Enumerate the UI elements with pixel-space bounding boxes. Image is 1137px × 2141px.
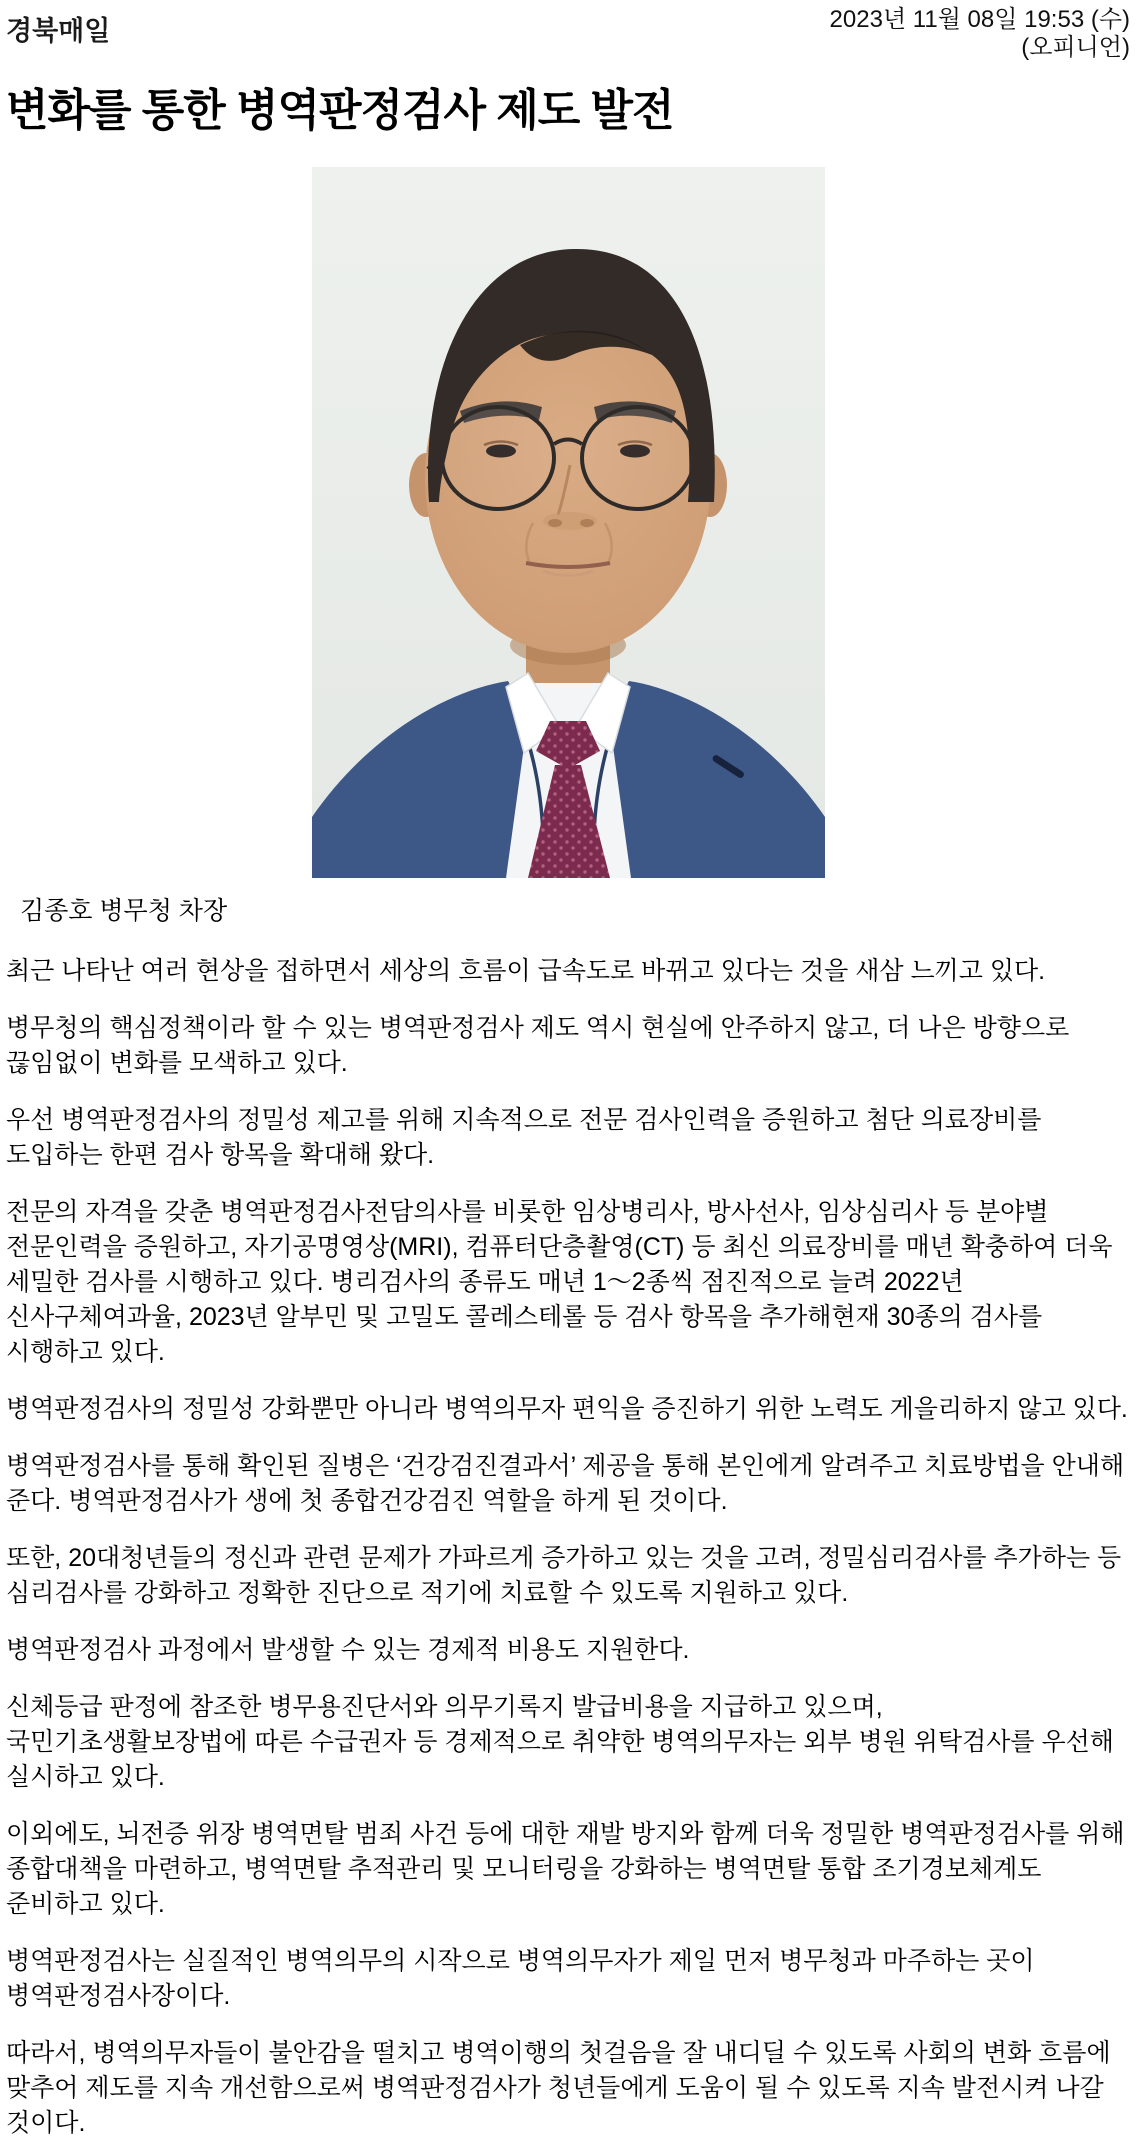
- article-paragraph: 최근 나타난 여러 현상을 접하면서 세상의 흐름이 급속도로 바뀌고 있다는 것을 새삼 느끼고 있다.: [6, 957, 1046, 985]
- article-paragraph: 병역판정검사 과정에서 발생할 수 있는 경제적 비용도 지원한다.: [6, 1636, 690, 1664]
- article-body: [6, 954, 1130, 2141]
- article-paragraph: 또한, 20대청년들의 정신과 관련 문제가 가파르게 증가하고 있는 것을 고려, 정밀심리검사를 추가하는 등 심리검사를 강화하고 정확한 진단으로 적기에 치료할 수 있도록 지원하고 있다.: [6, 1544, 1122, 1607]
- photo-caption: 김종호 병무청 차장: [20, 897, 228, 925]
- article-paragraph: 병역판정검사는 실질적인 병역의무의 시작으로 병역의무자가 제일 먼저 병무청과 마주하는 곳이 병역판정검사장이다.: [6, 1947, 1035, 2010]
- article-paragraph: 병무청의 핵심정책이라 할 수 있는 병역판정검사 제도 역시 현실에 안주하지 않고, 더 나은 방향으로 끊임없이 변화를 모색하고 있다.: [6, 1014, 1070, 1077]
- article-date: 2023년 11월 08일 19:53 (수): [829, 6, 1130, 33]
- article-paragraph: 병역판정검사를 통해 확인된 질병은 ‘건강검진결과서’ 제공을 통해 본인에게 알려주고 치료방법을 안내해 준다. 병역판정검사가 생에 첫 종합건강검진 역할을 하게 된 것이다.: [6, 1452, 1125, 1515]
- article-title: 변화를 통한 병역판정검사 제도 발전: [6, 86, 674, 135]
- article-paragraph: 이외에도, 뇌전증 위장 병역면탈 범죄 사건 등에 대한 재발 방지와 함께 더욱 정밀한 병역판정검사를 위해 종합대책을 마련하고, 병역면탈 추적관리 및 모니터링을 강화하는 병역면탈 통합 조기경보체계도 준비하고 있다.: [6, 1820, 1125, 1918]
- article-paragraph: 병역판정검사의 정밀성 강화뿐만 아니라 병역의무자 편익을 증진하기 위한 노력도 게을리하지 않고 있다.: [6, 1395, 1128, 1423]
- article-paragraph: 따라서, 병역의무자들이 불안감을 떨치고 병역이행의 첫걸음을 잘 내디딜 수 있도록 사회의 변화 흐름에 맞추어 제도를 지속 개선함으로써 병역판정검사가 청년들에게 도움이 될 수 있도록 지속 발전시켜 나갈 것이다.: [6, 2039, 1111, 2137]
- article-section: (오피니언): [1021, 34, 1130, 61]
- article-meta: [830, 6, 1130, 62]
- portrait-photo: [6, 167, 1130, 878]
- portrait-illustration: [312, 167, 825, 878]
- article-paragraph: 전문의 자격을 갖춘 병역판정검사전담의사를 비롯한 임상병리사, 방사선사, 임상심리사 등 분야별 전문인력을 증원하고, 자기공명영상(MRI), 컴퓨터단층촬영(CT) 등 최신 의료장비를 매년 확충하여 더욱 세밀한 검사를 시행하고 있다. 병리검사의 종류도 매년 1～2종씩 점진적으로 늘려 2022년 신사구체여과율, 2023년 알부민 및 고밀도 콜레스테롤 등 검사 항목을 추가해현재 30종의 검사를 시행하고 있다.: [6, 1198, 1113, 1366]
- article-paragraph: 신체등급 판정에 참조한 병무용진단서와 의무기록지 발급비용을 지급하고 있으며, 국민기초생활보장법에 따른 수급권자 등 경제적으로 취약한 병역의무자는 외부 병원 위탁검사를 우선해 실시하고 있다.: [6, 1693, 1114, 1791]
- page-header: [6, 6, 1130, 62]
- newspaper-logo: 경북매일: [6, 16, 111, 46]
- article-paragraph: 우선 병역판정검사의 정밀성 제고를 위해 지속적으로 전문 검사인력을 증원하고 첨단 의료장비를 도입하는 한편 검사 항목을 확대해 왔다.: [6, 1106, 1042, 1169]
